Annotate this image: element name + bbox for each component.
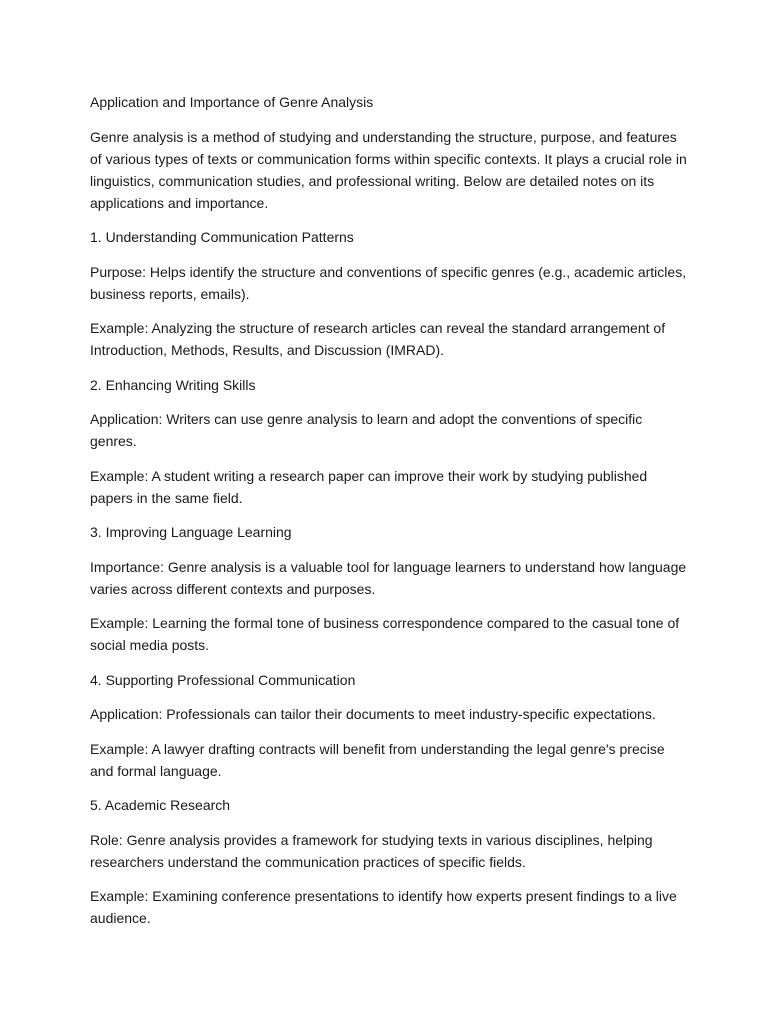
section-heading: 3. Improving Language Learning <box>90 524 292 540</box>
section-paragraph: Role: Genre analysis provides a framework for studying texts in various disciplines, helping researchers understand the communication practices of specific fields. <box>90 831 653 870</box>
section-heading: 2. Enhancing Writing Skills <box>90 376 256 393</box>
section-paragraph: Example: Examining conference presentations to identify how experts present findings to a live audience. <box>90 888 677 926</box>
section-paragraph: Application: Writers can use genre analysis to learn and adopt the conventions of specific genres. <box>90 411 643 449</box>
section-academic-research <box>90 794 690 929</box>
section-paragraph: Purpose: Helps identify the structure and conventions of specific genres (e.g., academic articles, business reports, emails). <box>90 263 687 302</box>
section-heading: 5. Academic Research <box>90 797 231 813</box>
section-paragraph: Application: Professionals can tailor their documents to meet industry-specific expectations. <box>90 706 656 722</box>
section-professional-communication <box>90 669 690 782</box>
section-paragraph: Example: A lawyer drafting contracts will benefit from understanding the legal genre's precise and formal language. <box>90 740 665 779</box>
section-paragraph: Importance: Genre analysis is a valuable tool for language learners to understand how language varies across different contexts and purposes. <box>90 558 687 597</box>
section-understanding-communication <box>90 226 690 361</box>
section-enhancing-writing <box>90 374 690 509</box>
section-heading: 1. Understanding Communication Patterns <box>90 229 354 245</box>
section-heading: 4. Supporting Professional Communication <box>90 671 356 688</box>
section-paragraph: Example: A student writing a research paper can improve their work by studying published papers in the same field. <box>90 467 648 506</box>
section-paragraph: Example: Analyzing the structure of research articles can reveal the standard arrangement of Introduction, Methods, Results, and Discussion (IMRAD). <box>90 320 666 358</box>
section-language-learning <box>90 521 690 656</box>
document-page <box>90 91 690 942</box>
document-title: Application and Importance of Genre Analysis <box>90 94 374 110</box>
intro-paragraph: Genre analysis is a method of studying and understanding the structure, purpose, and features of various types of texts or communication forms within specific contexts. It plays a crucial role in linguistics, communication studies, and professional writing. Below are detailed notes on its applications and importance. <box>90 128 687 211</box>
section-paragraph: Example: Learning the formal tone of business correspondence compared to the casual tone of social media posts. <box>90 615 680 653</box>
